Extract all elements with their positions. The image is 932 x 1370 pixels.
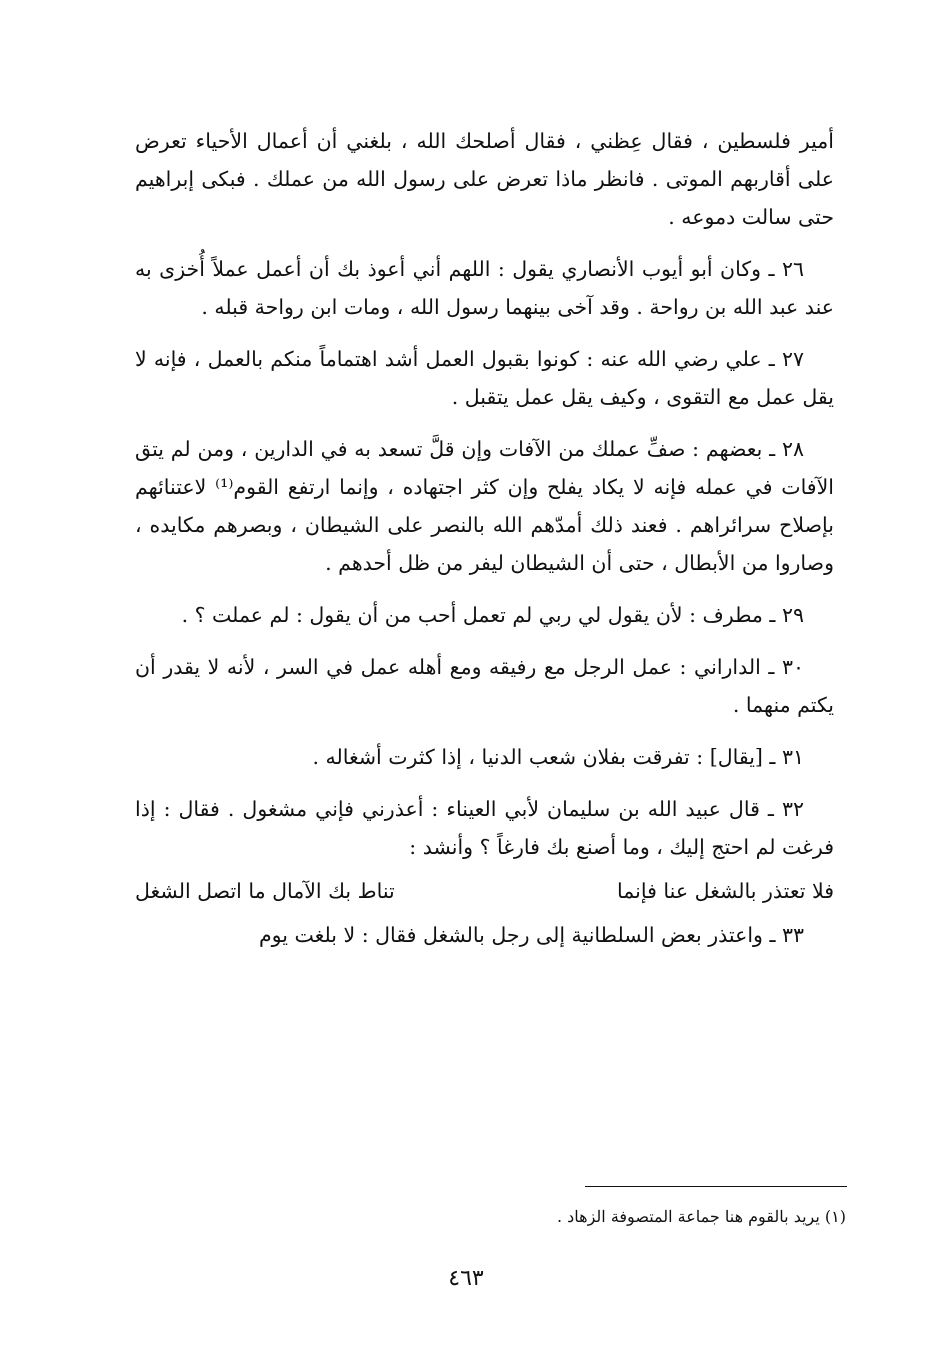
paragraph-continuation: أمير فلسطين ، فقال عِظني ، فقال أصلحك الله ، بلغني أن أعمال الأحياء تعرض على أقاربهم الموتى . فانظر ماذا تعرض على رسول الله من عملك . فبكى إبراهيم حتى سالت دموعه . — [135, 129, 834, 229]
paragraph-31: ٣١ ـ [يقال] : تفرقت بفلان شعب الدنيا ، إذا كثرت أشغاله . — [312, 745, 804, 769]
poetry-verse — [135, 872, 834, 910]
verse-second-hemistich: تناط بك الآمال ما اتصل الشغل — [135, 879, 395, 903]
paragraph-29: ٢٩ ـ مطرف : لأن يقول لي ربي لم تعمل أحب من أن يقول : لم عملت ؟ . — [181, 603, 804, 627]
paragraph-27: ٢٧ ـ علي رضي الله عنه : كونوا بقبول العمل أشد اهتماماً منكم بالعمل ، فإنه لا يقل عمل مع التقوى ، وكيف يقل عمل يتقبل . — [135, 347, 834, 409]
main-text — [135, 122, 834, 968]
verse-first-hemistich: فلا تعتذر بالشغل عنا فإنما — [617, 879, 834, 903]
paragraph-26: ٢٦ ـ وكان أبو أيوب الأنصاري يقول : اللهم أني أعوذ بك أن أعمل عملاً أُخزى به عند عبد الله بن رواحة . وقد آخى بينهما رسول الله ، ومات ابن رواحة قبله . — [135, 257, 834, 319]
paragraph-32: ٣٢ ـ قال عبيد الله بن سليمان لأبي العيناء : أعذرني فإني مشغول . فقال : إذا فرغت لم احتج إليك ، وما أصنع بك فارغاً ؟ وأنشد : — [135, 797, 834, 859]
footnote: (١) يريد بالقوم هنا جماعة المتصوفة الزهاد . — [556, 1207, 846, 1226]
footnote-divider — [585, 1186, 847, 1187]
paragraph-28: ٢٨ ـ بعضهم : صفِّ عملك من الآفات وإن قلَّ تسعد به في الدارين ، ومن لم يتق الآفات في عمله فإنه لا يكاد يفلح وإن كثر اجتهاده ، وإنما ارتفع القوم⁽¹⁾ لاعتنائهم بإصلاح سرائراهم . فعند ذلك أمدّهم الله بالنصر على الشيطان ، وبصرهم مكايده ، وصاروا من الأبطال ، حتى أن الشيطان ليفر من ظل أحدهم . — [135, 437, 834, 575]
page-number: ٤٦٣ — [448, 1266, 484, 1291]
paragraph-30: ٣٠ ـ الداراني : عمل الرجل مع رفيقه ومع أهله عمل في السر ، لأنه لا يقدر أن يكتم منهما . — [135, 655, 834, 717]
paragraph-33: ٣٣ ـ واعتذر بعض السلطانية إلى رجل بالشغل فقال : لا بلغت يوم — [258, 923, 804, 947]
